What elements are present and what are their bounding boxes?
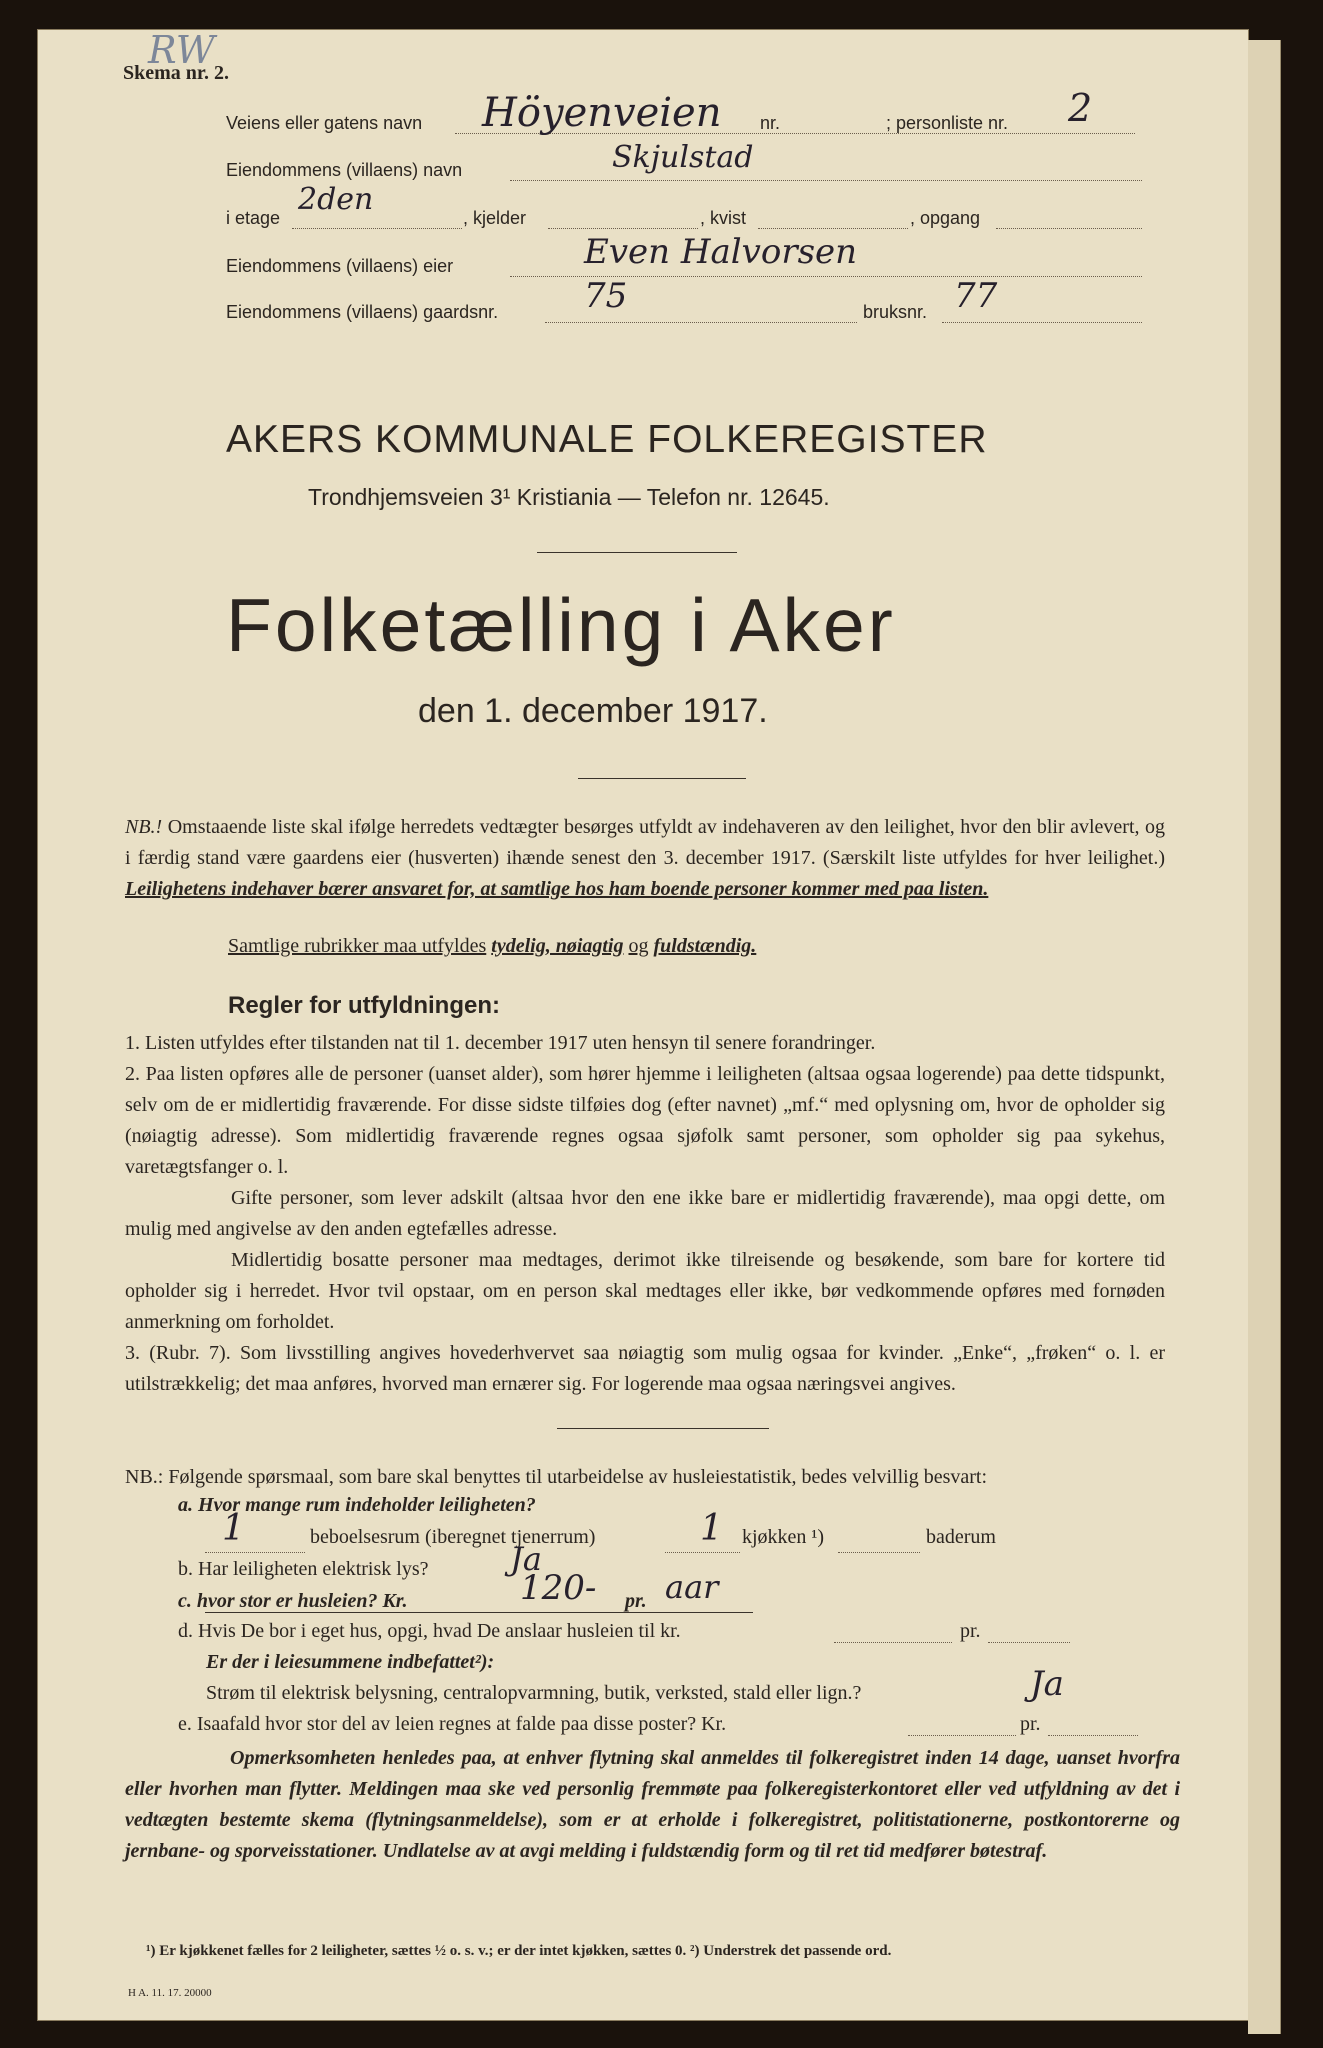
kitchen-value: 1: [700, 1508, 723, 1549]
question-c-underline: [205, 1612, 753, 1613]
nb-lead: NB.!: [125, 816, 163, 838]
road-label: Veiens eller gatens navn: [226, 113, 423, 133]
kitchen-line: [665, 1552, 740, 1553]
personliste-value: 2: [1068, 86, 1093, 130]
question-e-pr: pr.: [1020, 1713, 1041, 1735]
kjelder-label: , kjelder: [463, 208, 527, 228]
divider: [578, 778, 746, 779]
question-b: b. Har leiligheten elektrisk lys?: [178, 1558, 429, 1580]
road-value: Höyenveien: [482, 90, 722, 136]
question-d-pr: pr.: [960, 1620, 981, 1642]
gaardsnr-line: [545, 322, 857, 323]
question-c-value: 120-: [520, 1568, 597, 1608]
bruksnr-line: [942, 322, 1142, 323]
question-e: e. Isaafald hvor stor del av leien regnes at falde paa disse poster? Kr.: [178, 1713, 727, 1735]
footnote: ¹) Er kjøkkenet fælles for 2 leiligheter, sættes ½ o. s. v.; er der intet kjøkken, sættes 0. ²) Understrek det passende ord.: [146, 1943, 892, 1959]
rule-2-gifte: Gifte personer, som lever adskilt (altsaa hvor den ene ikke bare er midlertidig fraværende), maa opgi dette, om mulig med angivelse av den anden egtefælles adresse.: [125, 1187, 1165, 1240]
rule-2-bosatte: Midlertidig bosatte personer maa medtages, derimot ikke tilreisende og besøkende, som bare for kortere tid opholder sig i herredet. Hvor tvil opstaar, om en person skal medtages eller ikke, bør vedkommende opføres med fornøden anmerkning om forholdet.: [125, 1249, 1165, 1333]
kvist-line: [758, 228, 908, 229]
owner-value: Even Halvorsen: [584, 232, 858, 272]
etage-label: i etage: [226, 208, 281, 228]
nb-text: Omstaaende liste skal ifølge herredets vedtægter besørges utfyldt av indehaveren av den leilighet, hvor den blir avlevert, og i færdig stand være gaardens eier (husverten) ihænde senest den 3. december 1917. (Særskilt liste utfyldes for hver leilighet.): [125, 816, 1166, 869]
included-text: Strøm til elektrisk belysning, centralopvarmning, butik, verksted, stald eller lign.?: [206, 1682, 862, 1704]
question-c-pr: pr.: [625, 1590, 647, 1612]
question-b-value: Ja: [510, 1540, 542, 1578]
nr-label: nr.: [760, 113, 781, 133]
rules-heading: Regler for utfyldningen:: [228, 992, 500, 1019]
question-d-pr-line: [988, 1642, 1070, 1643]
rule-2: 2. Paa listen opføres alle de personer (uanset alder), som hører hjemme i leiligheten (altsaa ogsaa logerende) paa dette tidspunkt, selv om de er midlertidig fraværende. For disse sidste tilføies dog (efter navnet) „mf.“ med oplysning om, hvor de opholder sig (nøiagtig adresse). Som midlertidig fraværende regnes ogsaa sjøfolk samt personer, som opholder sig paa sykehus, varetægtsfanger o. l.: [125, 1063, 1165, 1178]
gaardsnr-value: 75: [584, 276, 628, 316]
etage-line: [292, 228, 462, 229]
property-name-line: [510, 180, 1142, 181]
office-address: Trondhjemsveien 3¹ Kristiania — Telefon nr. 12645.: [308, 484, 830, 510]
question-d: d. Hvis De bor i eget hus, opgi, hvad De anslaar husleien til kr.: [178, 1620, 681, 1642]
question-c-pr-value: aar: [665, 1568, 719, 1606]
skema-scribble: RW: [148, 28, 215, 72]
page-edge: [1274, 40, 1281, 2034]
nb-line3-b: tydelig, nøiagtig: [491, 935, 624, 957]
rooms-value: 1: [222, 1508, 245, 1549]
bruksnr-label: bruksnr.: [863, 302, 928, 322]
opgang-line: [996, 228, 1142, 229]
question-c: c. hvor stor er husleien? Kr.: [178, 1590, 408, 1612]
question-a: a. Hvor mange rum indeholder leiligheten?: [178, 1494, 536, 1516]
skema-number: Skema nr. 2.: [123, 62, 229, 84]
kitchen-text: kjøkken ¹): [742, 1526, 825, 1548]
divider: [537, 552, 737, 553]
etage-value: 2den: [298, 182, 374, 217]
page-title: Folketælling i Aker: [226, 583, 896, 667]
bruksnr-value: 77: [954, 276, 998, 316]
divider: [557, 1428, 769, 1429]
question-e-pr-line: [1048, 1735, 1138, 1736]
owner-label: Eiendommens (villaens) eier: [226, 256, 454, 276]
rooms-text: beboelsesrum (iberegnet tjenerrum): [310, 1526, 596, 1548]
rooms-line: [205, 1552, 305, 1553]
question-e-line: [908, 1735, 1016, 1736]
property-name-value: Skjulstad: [612, 140, 754, 175]
moving-notice: Opmerksomheten henledes paa, at enhver flytning skal anmeldes til folkeregistret inden 14 dage, uanset hvorfra eller hvorhen man flytter. Meldingen maa ske ved personlig fremmøte paa folkeregisterkontoret eller ved utfyldning av det i vedtægten bestemte skema (flytningsanmeldelse), som er at erholde i folkeregistret, politistationerne, postkontorerne og jernbane- og sporveisstationer. Undlatelse av at avgi melding i fuldstændig form og til ret tid medfører bøtestraf.: [125, 1747, 1180, 1862]
gaardsnr-label: Eiendommens (villaens) gaardsnr.: [226, 302, 499, 322]
rule-3: 3. (Rubr. 7). Som livsstilling angives hovederhvervet saa nøiagtig som mulig ogsaa for kvinder. „Enke“, „frøken“ o. l. er utilstrækkelig; det maa anføres, hvorved man ernærer sig. For logerende maa ogsaa næringsvei angives.: [125, 1342, 1165, 1395]
nb-line3-a: Samtlige rubrikker maa utfyldes: [228, 935, 487, 957]
nb2-intro: NB.: Følgende spørsmaal, som bare skal benyttes til utarbeidelse av husleiestatistik, bedes velvillig besvart:: [125, 1466, 988, 1488]
bath-text: baderum: [926, 1526, 996, 1548]
included-label: Er der i leiesummene indbefattet²):: [206, 1651, 495, 1673]
nb-line3-c: og: [628, 935, 649, 957]
opgang-label: , opgang: [910, 208, 981, 228]
office-name: AKERS KOMMUNALE FOLKEREGISTER: [226, 418, 988, 461]
kvist-label: , kvist: [700, 208, 747, 228]
question-d-line: [834, 1642, 952, 1643]
nb-line3-d: fuldstændig.: [653, 935, 757, 957]
rule-1: 1. Listen utfyldes efter tilstanden nat til 1. december 1917 uten hensyn til senere forandringer.: [125, 1032, 876, 1054]
print-code: H A. 11. 17. 20000: [128, 1987, 212, 1999]
nb-emphasis: Leilighetens indehaver bærer ansvaret for, at samtlige hos ham boende personer kommer med paa listen.: [125, 878, 989, 900]
nb-line3: [228, 935, 756, 958]
kjelder-line: [548, 228, 698, 229]
personliste-label: ; personliste nr.: [886, 113, 1009, 133]
title-date: den 1. december 1917.: [418, 692, 768, 730]
included-value: Ja: [1030, 1664, 1064, 1704]
nb-paragraph: [125, 812, 1165, 905]
bath-line: [838, 1552, 920, 1553]
property-name-label: Eiendommens (villaens) navn: [226, 160, 463, 180]
